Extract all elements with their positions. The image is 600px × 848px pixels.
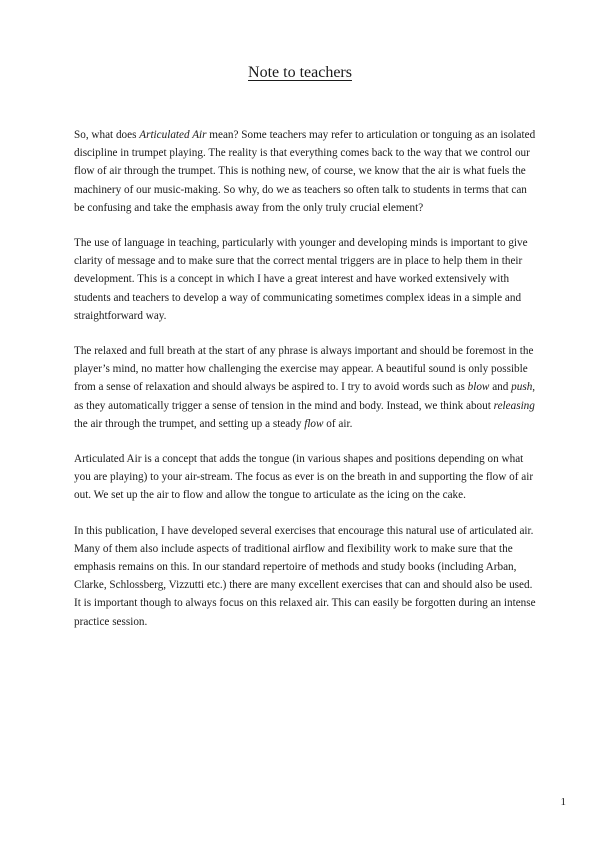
paragraph-text: Articulated Air is a concept that adds the tongue (in various shapes and positions depending on what you are playing) to your air-stream. The focus as ever is on the breath in and supporting the flow of air out. We set up the air to flow and allow the tongue to articulate as the icing on the cake. — [74, 453, 534, 502]
emphasized-text: releasing — [493, 399, 535, 412]
emphasized-text: blow — [467, 381, 490, 394]
paragraph-text: The relaxed and full breath at the start of any phrase is always important and should be foremost in the player’s mind, no matter how challenging the exercise may appear. A beautiful sound is only possible from a sense of relaxation and should always be aspired to. I try to avoid words such as — [74, 345, 534, 394]
paragraph — [74, 234, 536, 325]
paragraph — [74, 342, 536, 433]
paragraph-text: mean? Some teachers may refer to articulation or tonguing as an isolated discipline in trumpet playing. The reality is that everything comes back to the way that we control our flow of air through the trumpet. This is nothing new, of course, we know that the air is what fuels the machinery of our music-making. So why, do we as teachers so often talk to students in terms that can be confusing and take the emphasis away from the only truly crucial element? — [74, 129, 536, 214]
page-number: 1 — [560, 796, 566, 808]
paragraph-text: In this publication, I have developed several exercises that encourage this natural use of articulated air. Many of them also include aspects of traditional airflow and flexibility work to make sure that the emphasis remains on this. In our standard repertoire of methods and study books (including Arban, Clarke, Schlossberg, Vizzutti etc.) there are many excellent exercises that can and should also be used. It is important though to always focus on this relaxed air. This can easily be forgotten during an intense practice session. — [74, 524, 536, 628]
paragraph-text: So, what does — [74, 129, 140, 141]
paragraph — [74, 522, 536, 631]
paragraph-text: , as they automatically trigger a sense of tension in the mind and body. Instead, we think about — [74, 381, 536, 412]
paragraph — [74, 126, 536, 217]
emphasized-text: push — [511, 381, 533, 394]
paragraph-text: and — [489, 381, 512, 394]
emphasized-text: flow — [304, 417, 324, 430]
body-text — [74, 126, 536, 648]
page-title: Note to teachers — [248, 64, 352, 81]
paragraph — [74, 450, 536, 505]
paragraph-text: of air. — [323, 417, 353, 430]
paragraph-text: the air through the trumpet, and setting up a steady — [74, 417, 305, 430]
paragraph-text: The use of language in teaching, particularly with younger and developing minds is important to give clarity of message and to make sure that the correct mental triggers are in place to help them in their development. This is a concept in which I have a great interest and have worked extensively with students and teachers to develop a way of communicating sometimes complex ideas in a simple and straightforward way. — [74, 237, 528, 322]
emphasized-text: Articulated Air — [139, 129, 207, 141]
